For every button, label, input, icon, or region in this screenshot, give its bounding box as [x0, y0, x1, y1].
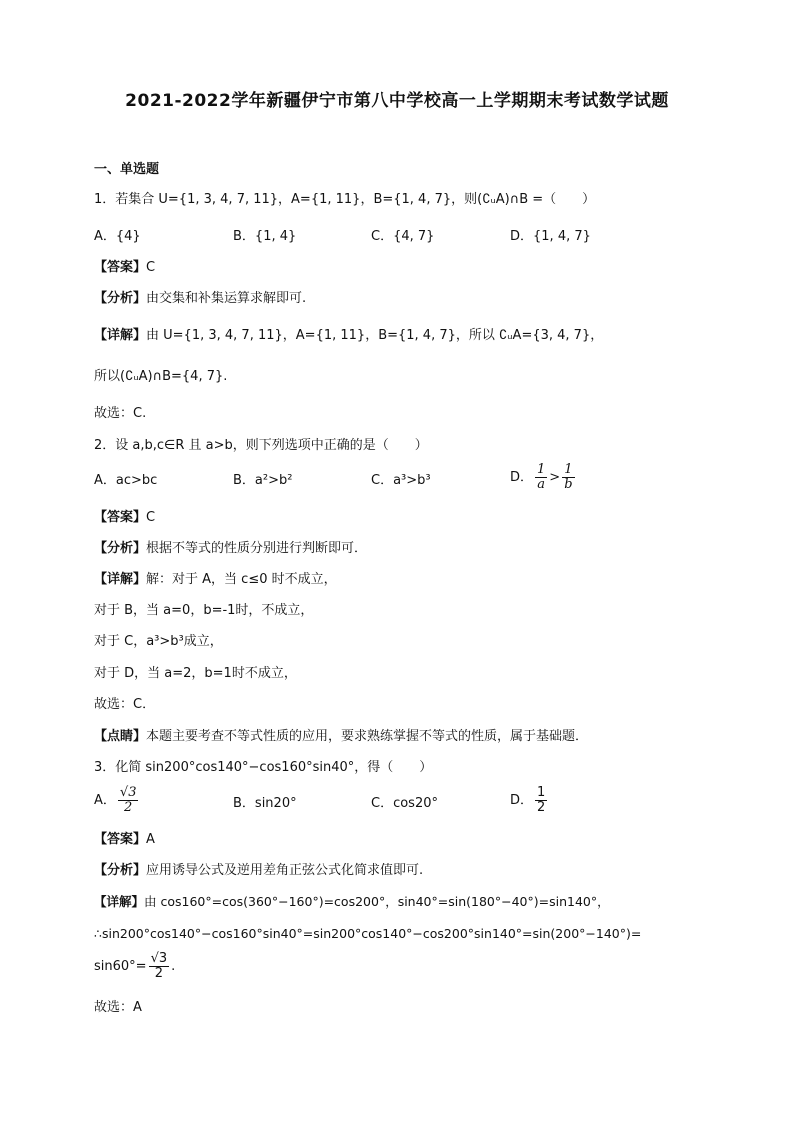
detail-text: 由 cos160°=cos(360°−160°)=cos200°，sin40°=sin(180°−40°)=sin140°，	[144, 894, 610, 909]
q2-detail-4: 对于 D，当 a=2，b=1时不成立，	[94, 666, 297, 681]
section-heading: 一、单选题	[94, 162, 160, 177]
q3-detail-2: ∴sin200°cos140°−cos160°sin40°=sin200°cos140°−cos200°sin140°=sin(200°−140°)=	[94, 926, 642, 941]
q3-analysis	[94, 861, 423, 881]
answer-value: A	[146, 832, 155, 847]
answer-tag: 【答案】	[94, 510, 147, 525]
detail-text: sin60°=	[94, 959, 147, 974]
fraction	[535, 463, 547, 492]
q3-conclusion: 故选：A	[94, 1000, 142, 1015]
analysis-tag: 【分析】	[94, 541, 147, 556]
q3-stem: 3．化简 sin200°cos140°−cos160°sin40°，得（ ）	[94, 760, 433, 775]
fraction	[149, 952, 170, 981]
q2-detail-1	[94, 570, 337, 590]
q2-conclusion: 故选：C．	[94, 697, 156, 712]
option-label: D．	[510, 793, 534, 808]
fraction	[562, 463, 574, 492]
q1-stem: 1．若集合 U={1, 3, 4, 7, 11}，A={1, 11}，B={1, 4, 7}，则(∁ᵤA)∩B =（ ）	[94, 192, 596, 207]
q3-option-c: C．cos20°	[371, 796, 438, 811]
answer-tag: 【答案】	[94, 832, 147, 847]
numerator: 1	[537, 785, 546, 800]
analysis-tag: 【分析】	[94, 863, 147, 878]
q1-detail-2: 所以(∁ᵤA)∩B={4, 7}.	[94, 369, 228, 384]
q2-detail-2: 对于 B，当 a=0，b=-1时，不成立，	[94, 603, 314, 618]
numerator: √3	[150, 951, 168, 966]
denominator: b	[564, 477, 573, 492]
answer-value: C	[146, 510, 156, 525]
option-label: A．	[94, 793, 116, 808]
detail-tag: 【详解】	[94, 894, 145, 909]
analysis-text: 根据不等式的性质分别进行判断即可．	[146, 541, 368, 556]
numerator: 1	[562, 463, 574, 478]
q2-option-a: A．ac>bc	[94, 473, 158, 488]
remark-tag: 【点睛】	[94, 729, 147, 744]
q2-option-d	[510, 463, 577, 492]
q1-option-c: C．{4, 7}	[371, 229, 435, 244]
q1-answer	[94, 258, 155, 278]
q1-option-d: D．{1, 4, 7}	[510, 229, 591, 244]
answer-tag: 【答案】	[94, 260, 147, 275]
q2-detail-3: 对于 C，a³>b³成立，	[94, 634, 223, 649]
numerator: 1	[537, 462, 546, 477]
q3-detail-1	[94, 892, 610, 912]
q1-option-b: B．{1, 4}	[233, 229, 297, 244]
q2-stem: 2．设 a,b,c∈R 且 a>b，则下列选项中正确的是（ ）	[94, 438, 428, 453]
detail-tag: 【详解】	[94, 328, 147, 343]
page-title: 2021-2022学年新疆伊宁市第八中学校高一上学期期末考试数学试题	[125, 91, 669, 111]
q2-answer	[94, 508, 155, 528]
q3-detail-3	[94, 952, 175, 981]
q1-analysis	[94, 289, 306, 309]
detail-text: 解：对于 A，当 c≤0 时不成立，	[146, 572, 337, 587]
analysis-tag: 【分析】	[94, 291, 147, 306]
analysis-text: 由交集和补集运算求解即可.	[146, 291, 307, 306]
q3-answer	[94, 830, 155, 850]
denominator: a	[537, 477, 546, 492]
q2-option-c: C．a³>b³	[371, 473, 431, 488]
analysis-text: 应用诱导公式及逆用差角正弦公式化简求值即可.	[146, 863, 424, 878]
q3-option-b: B．sin20°	[233, 796, 297, 811]
q1-detail-1	[94, 326, 603, 346]
q2-analysis	[94, 539, 367, 559]
fraction	[118, 786, 139, 815]
denominator: 2	[124, 800, 133, 815]
detail-text: 由 U={1, 3, 4, 7, 11}，A={1, 11}，B={1, 4, 7}，所以 ∁ᵤA={3, 4, 7}，	[146, 328, 604, 343]
q3-option-d	[510, 786, 549, 815]
numerator: √3	[119, 785, 137, 800]
q1-option-a: A．{4}	[94, 229, 141, 244]
answer-value: C	[146, 260, 156, 275]
fraction	[535, 786, 547, 815]
q2-option-b: B．a²>b²	[233, 473, 293, 488]
detail-suffix: .	[171, 959, 176, 974]
operator: >	[549, 470, 561, 485]
detail-tag: 【详解】	[94, 572, 147, 587]
option-label: D．	[510, 470, 534, 485]
denominator: 2	[537, 800, 546, 815]
q2-remark	[94, 727, 588, 747]
q1-conclusion: 故选：C.	[94, 406, 147, 421]
remark-text: 本题主要考查不等式性质的应用，要求熟练掌握不等式的性质，属于基础题．	[146, 729, 589, 744]
q3-option-a	[94, 786, 140, 815]
denominator: 2	[154, 966, 163, 981]
